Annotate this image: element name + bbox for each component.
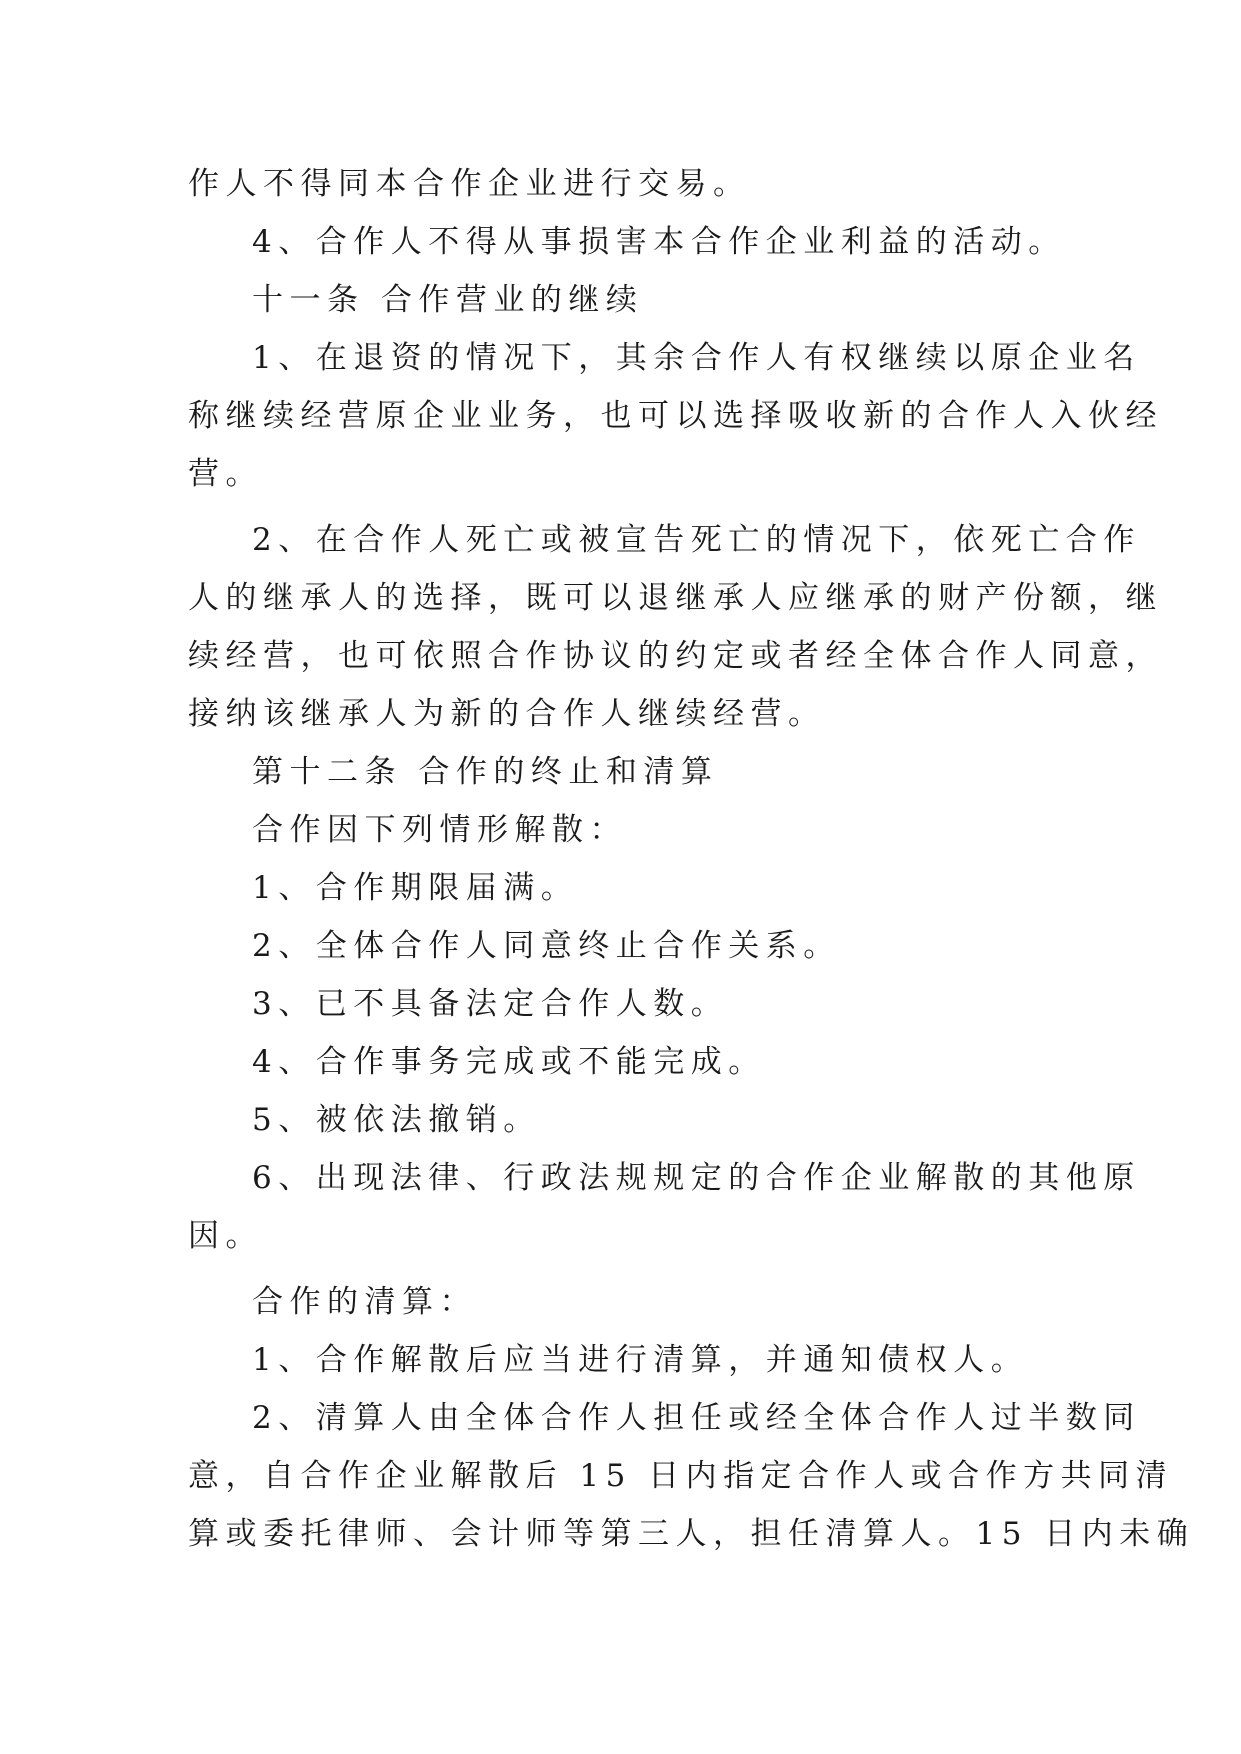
list-item: 4、合作事务完成或不能完成。 [252,1044,766,1080]
text-line: 人的继承人的选择，既可以退继承人应继承的财产份额，继 [188,580,1163,616]
text-line: 接纳该继承人为新的合作人继续经营。 [188,696,826,732]
text-line: 算或委托律师、会计师等第三人，担任清算人。15 日内未确 [188,1516,1195,1552]
text-line: 意，自合作企业解散后 15 日内指定合作人或合作方共同清 [188,1458,1174,1494]
text-line: 1、在退资的情况下，其余合作人有权继续以原企业名 [252,340,1141,376]
document-body [188,155,1195,1563]
text-line: 2、在合作人死亡或被宣告死亡的情况下，依死亡合作 [252,522,1141,558]
list-item: 1、合作期限届满。 [252,870,579,906]
list-item: 3、已不具备法定合作人数。 [252,986,729,1022]
list-item: 1、合作解散后应当进行清算，并通知债权人。 [252,1342,1029,1378]
list-item: 2、全体合作人同意终止合作关系。 [252,928,841,964]
section-heading: 十一条 合作营业的继续 [252,282,644,318]
list-item: 5、被依法撤销。 [252,1102,541,1138]
section-heading: 第十二条 合作的终止和清算 [252,754,719,790]
list-item: 2、清算人由全体合作人担任或经全体合作人过半数同 [252,1400,1141,1436]
text-line: 称继续经营原企业业务，也可以选择吸收新的合作人入伙经 [188,398,1163,434]
text-line: 合作因下列情形解散： [252,812,627,848]
list-item: 6、出现法律、行政法规规定的合作企业解散的其他原 [252,1160,1141,1196]
text-line: 营。 [188,456,263,492]
text-line: 合作的清算： [252,1284,477,1320]
text-line: 因。 [188,1218,263,1254]
text-line: 4、合作人不得从事损害本合作企业利益的活动。 [252,224,1066,260]
text-line: 作人不得同本合作企业进行交易。 [188,166,751,202]
text-line: 续经营，也可依照合作协议的约定或者经全体合作人同意， [188,638,1163,674]
